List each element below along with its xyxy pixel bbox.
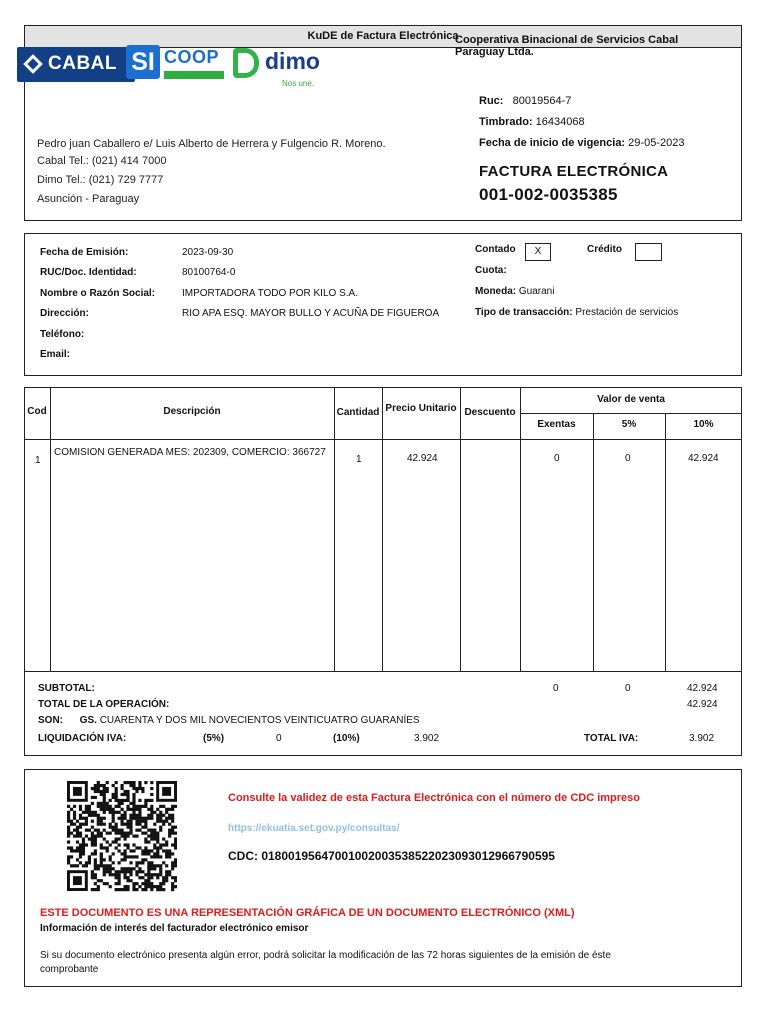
row-divider <box>25 671 742 672</box>
col-divider <box>334 388 335 671</box>
col-header-valor-venta: Valor de venta <box>597 394 665 405</box>
sicoop-logo-coop: COOP <box>164 47 220 67</box>
row-divider <box>25 439 742 440</box>
col-header-cod: Cod <box>27 406 47 417</box>
cabal-diamond-icon <box>23 54 43 74</box>
liquidacion-5-label: (5%) <box>203 733 225 744</box>
col-divider <box>50 388 51 671</box>
document-type: FACTURA ELECTRÓNICA <box>479 163 669 180</box>
nombre-value: IMPORTADORA TODO POR KILO S.A. <box>182 288 358 299</box>
consulta-link[interactable]: https://ekuatia.set.gov.py/consultas/ <box>228 823 400 834</box>
col-header-descuento: Descuento <box>464 407 516 418</box>
direccion-value: RIO APA ESQ. MAYOR BULLO Y ACUÑA DE FIGUEROA <box>182 308 440 319</box>
cell-iva10: 42.924 <box>688 453 719 464</box>
col-header-descripcion: Descripción <box>163 406 221 417</box>
address-line: Pedro juan Caballero e/ Luis Alberto de Herrera y Fulgencio R. Moreno. <box>37 138 386 150</box>
cell-exentas: 0 <box>554 453 560 464</box>
city-country: Asunción - Paraguay <box>37 193 140 205</box>
cuota-label: Cuota: <box>475 265 507 276</box>
dimo-logo: dimo <box>265 48 320 74</box>
son-row: SON: GS. CUARENTA Y DOS MIL NOVECIENTOS VEINTICUATRO GUARANÍES <box>38 715 420 726</box>
info-text-cont: comprobante <box>40 964 99 975</box>
liquidacion-5-value: 0 <box>276 733 282 744</box>
cell-cantidad: 1 <box>356 454 362 465</box>
info-text: Si su documento electrónico presenta algún error, podrá solicitar la modificación de las 72 horas siguientes de la emisión de éste <box>40 950 611 961</box>
tipo-transaccion-row: Tipo de transacción: Prestación de servicios <box>475 307 679 318</box>
subtotal-exentas: 0 <box>553 683 559 694</box>
col-divider <box>520 388 521 671</box>
dimo-logo-icon <box>233 48 259 78</box>
sicoop-logo-bar <box>164 71 224 79</box>
emisor-ruc: Ruc: 80019564-7 <box>479 95 572 107</box>
representacion-text: ESTE DOCUMENTO ES UNA REPRESENTACIÓN GRÁFICA DE UN DOCUMENTO ELECTRÓNICO (XML) <box>40 907 575 919</box>
moneda-row: Moneda: Guarani <box>475 286 555 297</box>
fecha-emision-label: Fecha de Emisión: <box>40 247 129 258</box>
subtotal-iva10: 42.924 <box>687 683 718 694</box>
col-divider <box>460 388 461 671</box>
cell-cod: 1 <box>35 455 41 466</box>
col-header-exentas: Exentas <box>537 419 576 430</box>
fecha-emision-value: 2023-09-30 <box>182 247 234 258</box>
row-divider <box>520 413 742 414</box>
total-iva-label: TOTAL IVA: <box>584 733 639 744</box>
total-operacion-label: TOTAL DE LA OPERACIÓN: <box>38 699 170 710</box>
emisor-name: Cooperativa Binacional de Servicios Cabal Paraguay Ltda. <box>455 34 679 58</box>
col-header-precio: Precio Unitario <box>385 403 457 414</box>
contado-checkbox: X <box>525 243 551 261</box>
ruc-value: 80100764-0 <box>182 267 236 278</box>
emisor-vigencia: Fecha de inicio de vigencia: 29-05-2023 <box>479 137 685 149</box>
subtotal-iva5: 0 <box>625 683 631 694</box>
col-divider <box>665 413 666 671</box>
cdc-code: CDC: 01800195647001002003538522023093012966790595 <box>228 849 555 863</box>
consulte-text: Consulte la validez de esta Factura Electrónica con el número de CDC impreso <box>228 792 641 804</box>
dimo-phone: Dimo Tel.: (021) 729 7777 <box>37 174 164 186</box>
sicoop-logo-si: SI <box>126 45 160 79</box>
direccion-label: Dirección: <box>40 308 89 319</box>
document-number: 001-002-0035385 <box>479 185 618 204</box>
cabal-phone: Cabal Tel.: (021) 414 7000 <box>37 155 167 167</box>
cell-descripcion: COMISION GENERADA MES: 202309, COMERCIO: 366727 <box>54 447 326 458</box>
telefono-label: Teléfono: <box>40 329 85 340</box>
liquidacion-10-value: 3.902 <box>414 733 440 744</box>
cabal-logo: CABAL <box>17 47 135 82</box>
liquidacion-10-label: (10%) <box>333 733 360 744</box>
credito-checkbox <box>635 243 662 261</box>
qr-code-icon <box>67 781 177 893</box>
total-operacion-value: 42.924 <box>687 699 718 710</box>
info-title: Información de interés del facturador electrónico emisor <box>40 923 309 934</box>
subtotal-label: SUBTOTAL: <box>38 683 95 694</box>
credito-label: Crédito <box>587 244 622 255</box>
ruc-label: RUC/Doc. Identidad: <box>40 267 137 278</box>
dimo-tagline: Nos une. <box>282 79 315 88</box>
contado-label: Contado <box>475 244 516 255</box>
total-iva-value: 3.902 <box>689 733 715 744</box>
emisor-timbrado: Timbrado: 16434068 <box>479 116 585 128</box>
nombre-label: Nombre o Razón Social: <box>40 288 156 299</box>
cell-precio: 42.924 <box>407 453 438 464</box>
col-divider <box>382 388 383 671</box>
col-header-iva5: 5% <box>621 419 637 430</box>
col-header-cantidad: Cantidad <box>336 407 380 418</box>
cell-iva5: 0 <box>625 453 631 464</box>
document-title: KuDE de Factura Electrónica <box>25 26 741 48</box>
col-header-iva10: 10% <box>693 419 714 430</box>
col-divider <box>593 413 594 671</box>
email-label: Email: <box>40 349 71 360</box>
liquidacion-label: LIQUIDACIÓN IVA: <box>38 733 127 744</box>
